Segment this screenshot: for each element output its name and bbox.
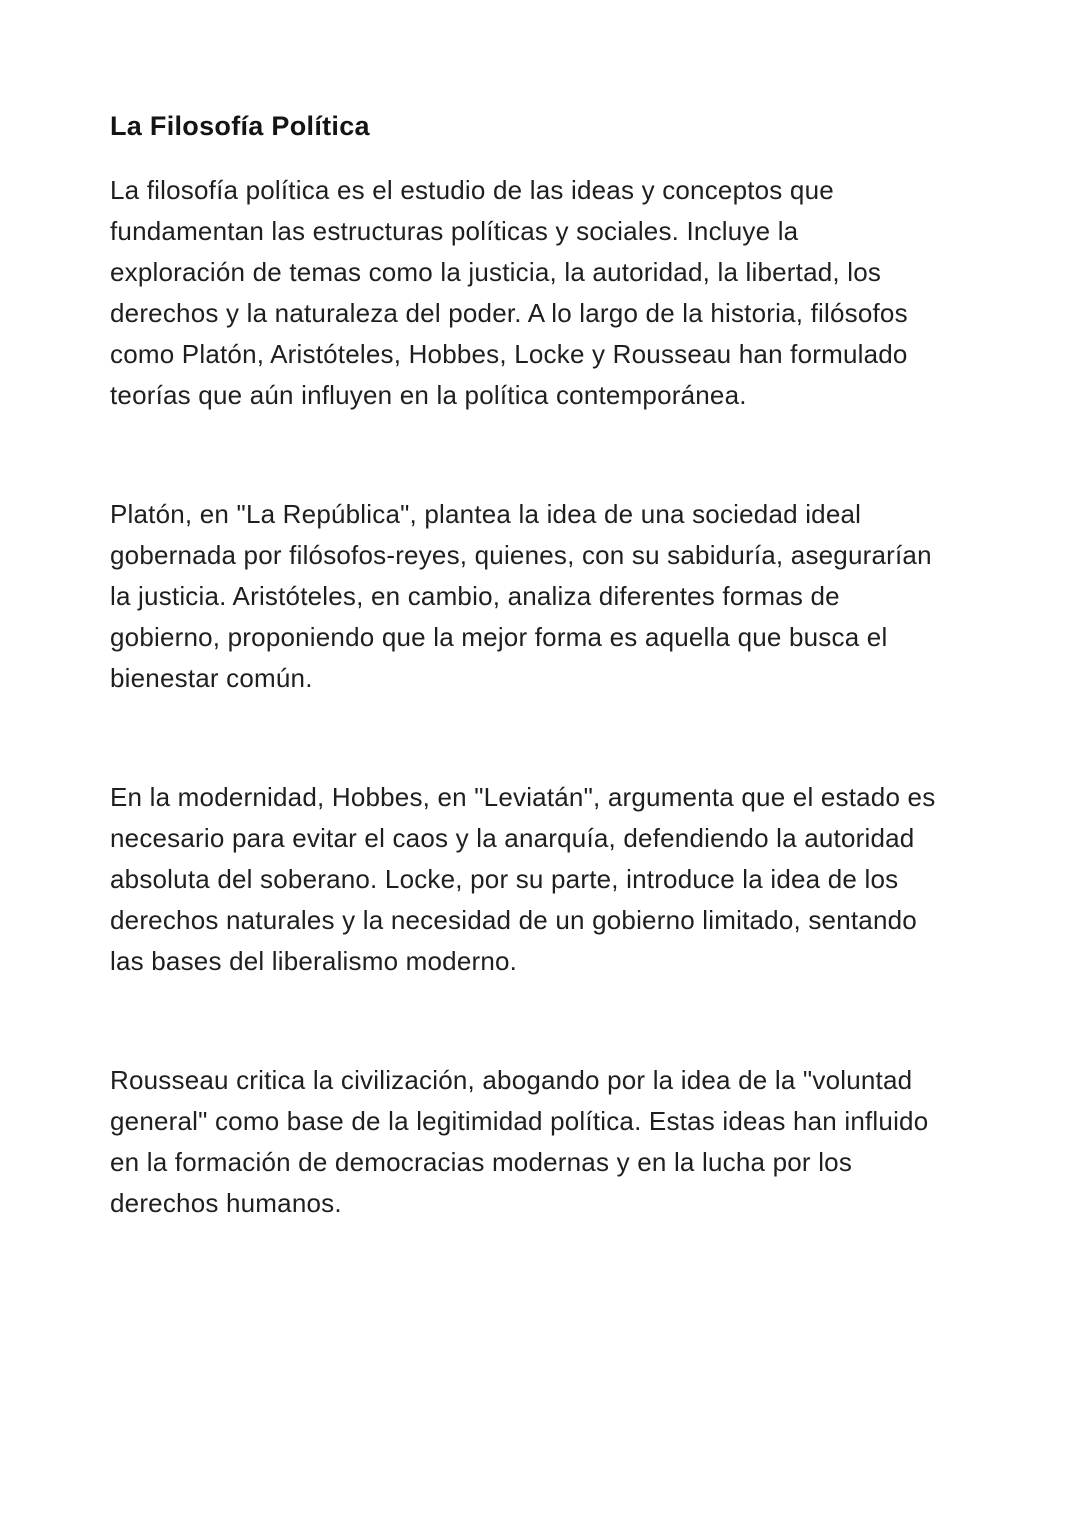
paragraph-rousseau: Rousseau critica la civilización, abogando por la idea de la "voluntad general" como base de la legitimidad política. Estas ideas han influido en la formación de democracias modernas y en la lucha por los derechos humanos. (110, 1065, 929, 1219)
paragraph-intro: La filosofía política es el estudio de las ideas y conceptos que fundamentan las estructuras políticas y sociales. Incluye la exploración de temas como la justicia, la autoridad, la libertad, los derechos y la naturaleza del poder. A lo largo de la historia, filósofos como Platón, Aristóteles, Hobbes, Locke y Rousseau han formulado teorías que aún influyen en la política contemporánea. (110, 175, 908, 411)
paragraph-platon-aristoteles: Platón, en "La República", plantea la idea de una sociedad ideal gobernada por filósofos-reyes, quienes, con su sabiduría, asegurarían la justicia. Aristóteles, en cambio, analiza diferentes formas de gobierno, proponiendo que la mejor forma es aquella que busca el bienestar común. (110, 499, 932, 694)
page-title: La Filosofía Política (110, 111, 370, 141)
paragraph-hobbes-locke: En la modernidad, Hobbes, en "Leviatán", argumenta que el estado es necesario para evitar el caos y la anarquía, defendiendo la autoridad absoluta del soberano. Locke, por su parte, introduce la idea de los derechos naturales y la necesidad de un gobierno limitado, sentando las bases del liberalismo moderno. (110, 782, 936, 977)
